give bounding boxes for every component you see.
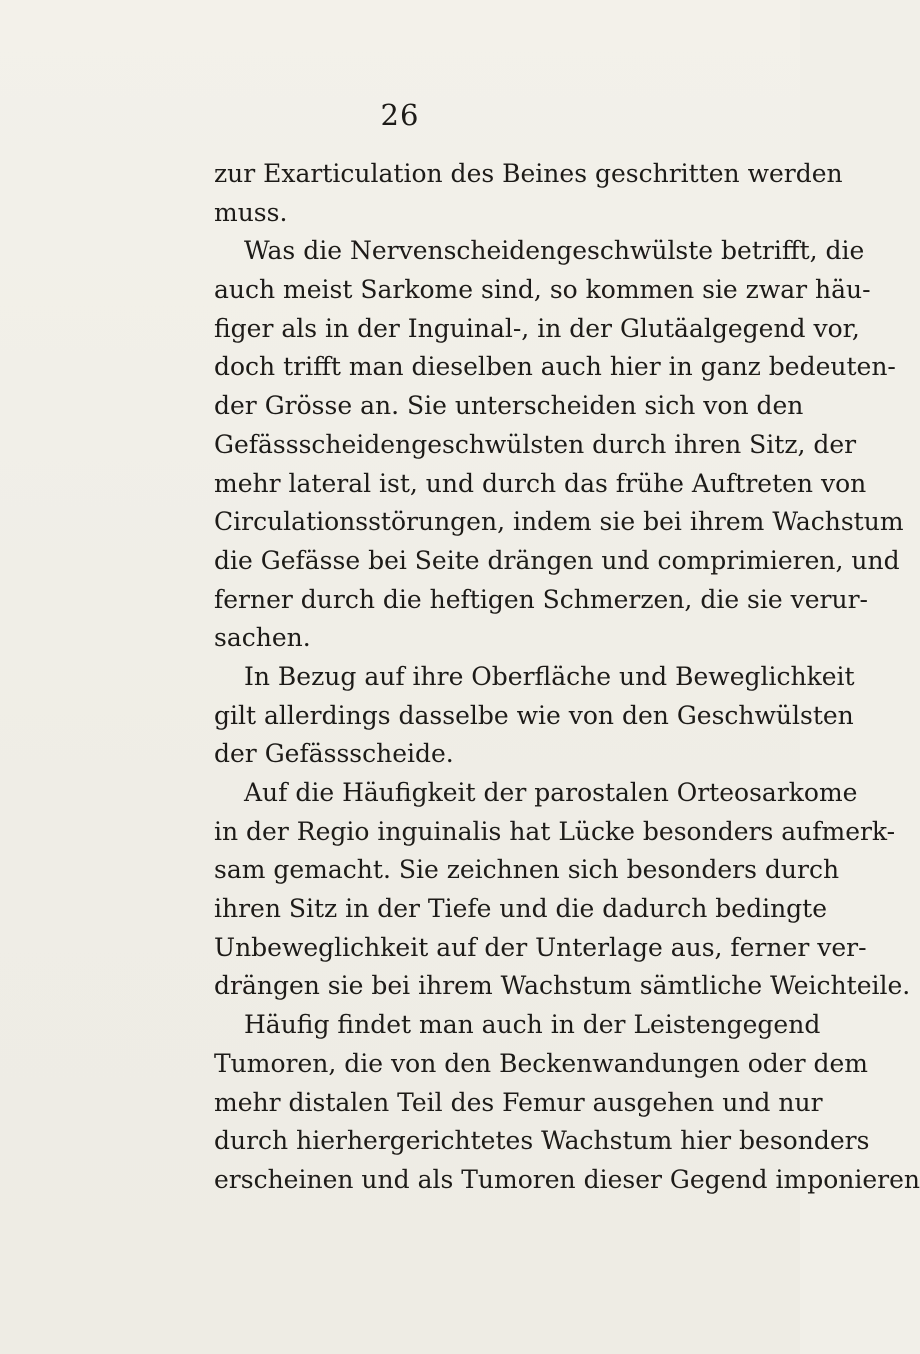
text-line: Tumoren, die von den Beckenwandungen oder dem — [214, 1048, 869, 1078]
text-line: der Gefässscheide. — [214, 739, 454, 769]
text-line: sachen. — [214, 623, 311, 653]
text-line: gilt allerdings dasselbe wie von den Geschwülsten — [214, 700, 854, 730]
text-line: doch trifft man dieselben auch hier in ganz bedeuten- — [214, 352, 896, 382]
text-line: Unbeweglichkeit auf der Unterlage aus, ferner ver- — [214, 932, 867, 962]
text-line: ferner durch die heftigen Schmerzen, die sie verur- — [214, 584, 868, 614]
text-line: figer als in der Inguinal-, in der Glutäalgegend vor, — [214, 313, 860, 343]
text-line: Was die Nervenscheidengeschwülste betrifft, die — [244, 236, 865, 266]
text-line: Gefässscheidengeschwülsten durch ihren Sitz, der — [214, 429, 857, 459]
text-line: drängen sie bei ihrem Wachstum sämtliche Weichteile. — [214, 971, 911, 1001]
page-number: 26 — [380, 98, 420, 132]
text-line: muss. — [214, 197, 288, 227]
text-line: mehr distalen Teil des Femur ausgehen und nur — [214, 1087, 823, 1117]
text-line: ihren Sitz in der Tiefe und die dadurch bedingte — [214, 894, 828, 924]
text-line: durch hierhergerichtetes Wachstum hier besonders — [214, 1126, 870, 1156]
text-line: In Bezug auf ihre Oberfläche und Beweglichkeit — [244, 661, 855, 691]
text-line: Auf die Häufigkeit der parostalen Orteosarkome — [244, 778, 858, 807]
text-line: Circulationsstörungen, indem sie bei ihrem Wachstum — [214, 507, 904, 537]
text-line: der Grösse an. Sie unterscheiden sich von den — [214, 391, 804, 421]
text-line: Häufig findet man auch in der Leistengegend — [244, 1010, 821, 1040]
text-line: sam gemacht. Sie zeichnen sich besonders durch — [214, 855, 840, 885]
text-line: erscheinen und als Tumoren dieser Gegend imponieren — [214, 1164, 920, 1194]
text-line: mehr lateral ist, und durch das frühe Auftreten von — [214, 468, 867, 498]
text-line: die Gefässe bei Seite drängen und comprimieren, und — [214, 545, 900, 575]
text-line: zur Exarticulation des Beines geschritten werden — [214, 159, 843, 188]
body-text — [214, 155, 920, 1200]
text-line: in der Regio inguinalis hat Lücke besonders aufmerk- — [214, 816, 896, 846]
text-line: auch meist Sarkome sind, so kommen sie zwar häu- — [214, 275, 871, 305]
